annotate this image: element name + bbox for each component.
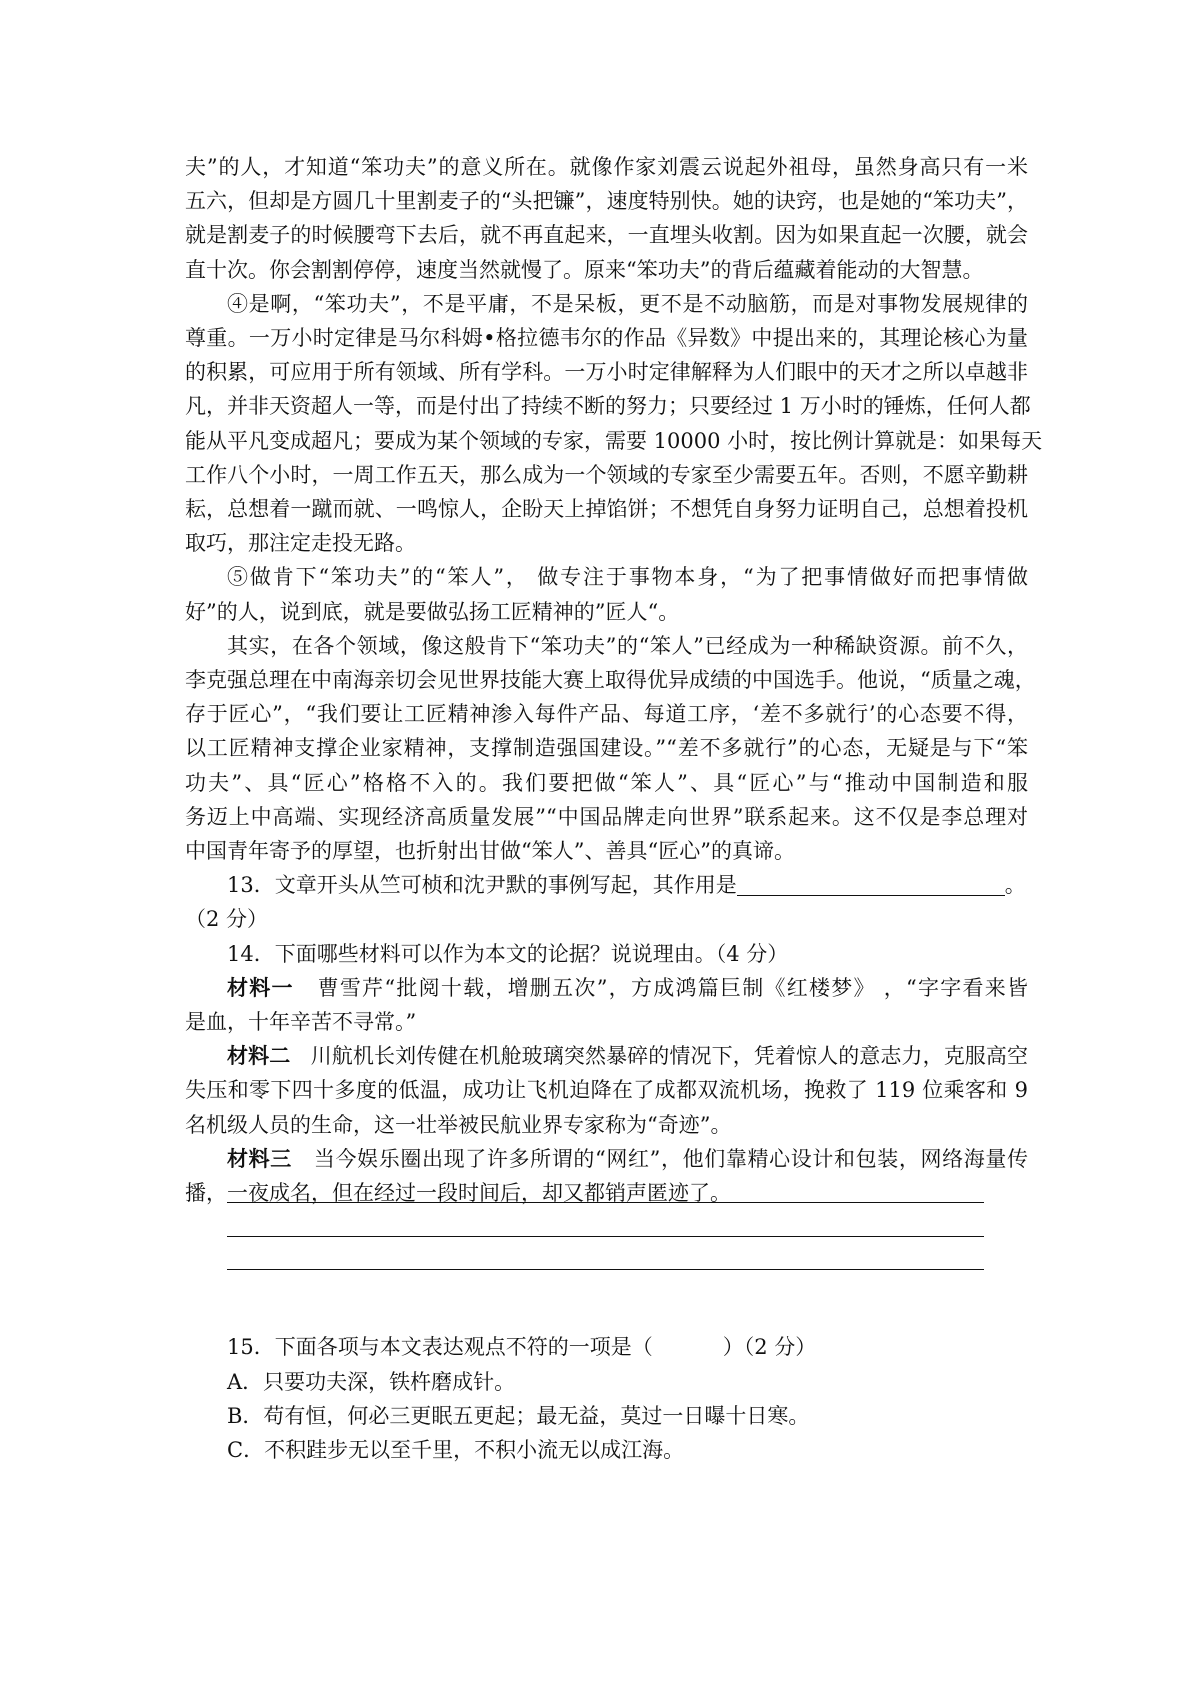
text-line: 功夫”、具“匠心”格格不入的。我们要把做“笨人”、具“匠心”与“推动中国制造和服 [185, 770, 1028, 795]
material-3-line2: 播，一夜成名，但在经过一段时间后，却又都销声匿迹了。 [185, 1181, 731, 1206]
option-a: A．只要功夫深，铁杵磨成针。 [227, 1369, 516, 1394]
answer-line-2[interactable] [227, 1236, 984, 1237]
material-3-text: 当今娱乐圈出现了许多所谓的“网红”，他们靠精心设计和包装，网络海量传 [313, 1146, 1029, 1171]
paragraph-4 [185, 287, 1043, 561]
material-2-line [185, 1039, 1028, 1073]
material-2-text: 川航机长刘传健在机舱玻璃突然暴碎的情况下，凭着惊人的意志力，克服高空 [310, 1044, 1029, 1069]
material-2-label: 材料二 [227, 1043, 291, 1069]
material-1-line2: 是血，十年辛苦不寻常。” [185, 1010, 417, 1035]
text-line: 的积累，可应用于所有领域、所有学科。一万小时定律解释为人们眼中的天才之所以卓越非 [185, 360, 1028, 385]
option-c: C．不积跬步无以至千里，不积小流无以成江海。 [227, 1437, 685, 1462]
answer-line-1[interactable] [227, 1202, 984, 1203]
question-13-end: 。 [1004, 873, 1026, 898]
text-line: ④是啊，“笨功夫”，不是平庸，不是呆板，更不是不动脑筋，而是对事物发展规律的 [227, 291, 1028, 316]
material-2-line2: 失压和零下四十多度的低温，成功让飞机迫降在了成都双流机场，挽救了 119 位乘客和 9 [185, 1078, 1028, 1103]
question-14 [185, 937, 1028, 1211]
material-1-label: 材料一 [227, 974, 294, 1000]
question-13-line [185, 868, 1028, 902]
text-line: 李克强总理在中南海亲切会见世界技能大赛上取得优异成绩的中国选手。他说，“质量之魂， [185, 668, 1036, 693]
material-3-label: 材料三 [227, 1145, 292, 1171]
text-line: 耘，总想着一蹴而就、一鸣惊人，企盼天上掉馅饼；不想凭自身努力证明自己，总想着投机 [185, 497, 1028, 522]
question-13 [185, 868, 1028, 936]
answer-line-3[interactable] [227, 1269, 984, 1270]
text-line: 其实，在各个领域，像这般肯下“笨功夫”的“笨人”已经成为一种稀缺资源。前不久， [227, 633, 1028, 658]
text-line: 中国青年寄予的厚望，也折射出甘做“笨人”、善具“匠心”的真谛。 [185, 839, 795, 864]
text-line: 取巧，那注定走投无路。 [185, 531, 416, 556]
question-15-points: ）（2 分） [722, 1335, 817, 1360]
text-line: 就是割麦子的时候腰弯下去后，就不再直起来，一直埋头收割。因为如果直起一次腰，就会 [185, 223, 1028, 248]
question-13-points: （2 分） [185, 907, 269, 932]
material-1-line [185, 971, 1028, 1005]
paragraph-6 [185, 629, 1036, 868]
text-line: 务迈上中高端、实现经济高质量发展”“中国品牌走向世界”联系起来。这不仅是李总理对 [185, 804, 1028, 829]
paragraph-5 [185, 560, 1028, 628]
text-line: 夫”的人，才知道“笨功夫”的意义所在。就像作家刘震云说起外祖母，虽然身高只有一米 [185, 155, 1028, 179]
text-line: 好”的人，说到底，就是要做弘扬工匠精神的”匠人“。 [185, 599, 680, 624]
answer-blank[interactable] [737, 871, 1005, 896]
text-line: 尊重。一万小时定律是马尔科姆•格拉德韦尔的作品《异数》中提出来的，其理论核心为量 [185, 326, 1028, 351]
text-line: 能从平凡变成超凡；要成为某个领域的专家，需要 10000 小时，按比例计算就是：如果每天 [185, 428, 1043, 453]
question-15-line [185, 1330, 1028, 1364]
text-line: 凡，并非天资超人一等，而是付出了持续不断的努力；只要经过 1 万小时的锤炼，任何人都 [185, 394, 1031, 419]
text-line: 工作八个小时，一周工作五天，那么成为一个领域的专家至少需要五年。否则，不愿辛勤耕 [185, 462, 1028, 487]
text-line: 以工匠精神支撑企业家精神，支撑制造强国建设。”“差不多就行”的心态，无疑是与下“笨 [185, 736, 1028, 761]
material-3-line [185, 1142, 1028, 1176]
text-line: ⑤做肯下“笨功夫”的“笨人”， 做专注于事物本身，“为了把事情做好而把事情做 [227, 565, 1028, 590]
question-13-text: 13．文章开头从竺可桢和沈尹默的事例写起，其作用是 [227, 873, 737, 898]
text-line: 直十次。你会割割停停，速度当然就慢了。原来“笨功夫”的背后蕴藏着能动的大智慧。 [185, 257, 984, 282]
material-2-line3: 名机级人员的生命，这一壮举被民航业界专家称为“奇迹”。 [185, 1112, 732, 1137]
question-15 [185, 1330, 1028, 1364]
option-b: B．苟有恒，何必三更眠五更起；最无益，莫过一日曝十日寒。 [227, 1403, 810, 1428]
material-1-text: 曹雪芹“批阅十载，增删五次”，方成鸿篇巨制《红楼梦》 ，“字字看来皆 [317, 975, 1029, 1000]
text-line: 五六，但却是方圆几十里割麦子的“头把镰”，速度特别快。她的诀窍，也是她的“笨功夫”， [185, 189, 1028, 214]
paragraph-continued [185, 150, 1028, 287]
question-14-text: 14．下面哪些材料可以作为本文的论据？说说理由。（4 分） [227, 941, 789, 966]
text-line: 存于匠心”，“我们要让工匠精神渗入每件产品、每道工序，‘差不多就行’的心态要不得， [185, 702, 1028, 727]
question-15-text: 15．下面各项与本文表达观点不符的一项是（ [227, 1335, 653, 1360]
